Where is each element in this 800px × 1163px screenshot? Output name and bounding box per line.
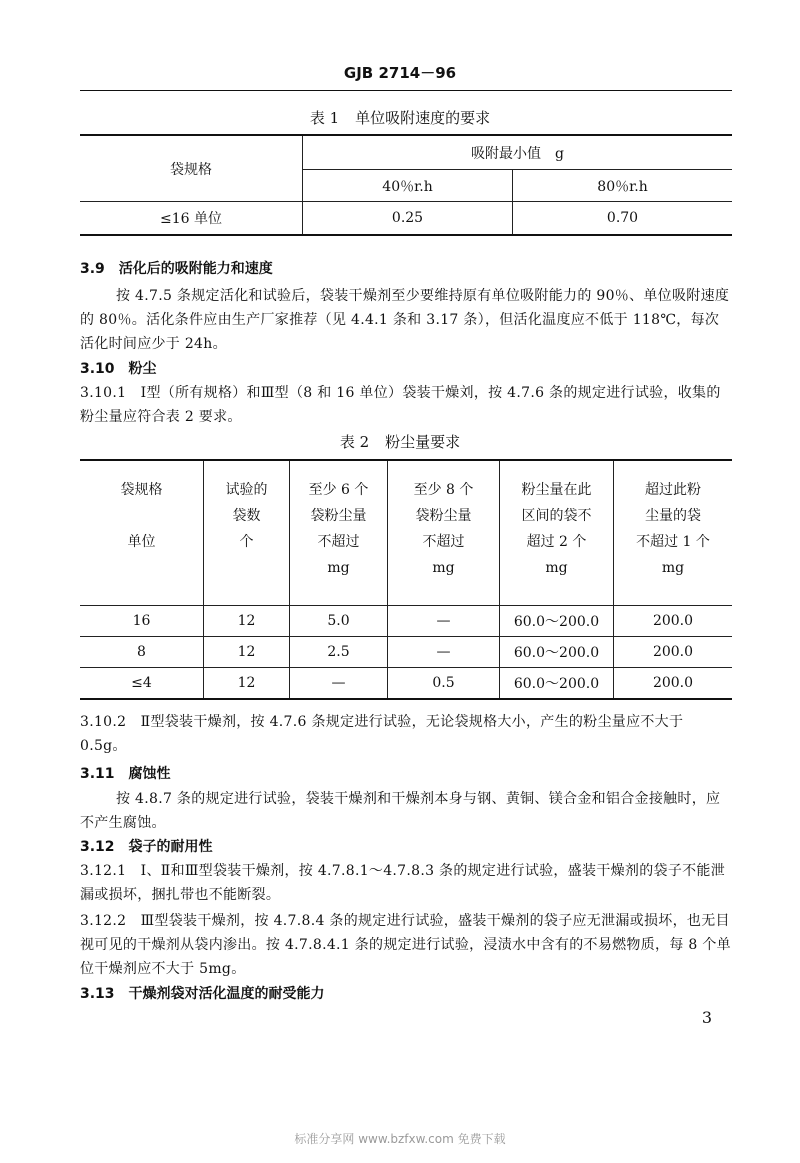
table1-header-bag: 袋规格 bbox=[80, 135, 303, 202]
table2-header-line: 试验的 bbox=[225, 482, 268, 498]
table2-header-six-bags bbox=[290, 460, 388, 606]
section-3-13-heading: 3.13 干燥剂袋对活化温度的耐受能力 bbox=[80, 986, 325, 1002]
table2-dust-requirements bbox=[80, 459, 732, 700]
table2-cell: — bbox=[388, 606, 500, 637]
table2-cell: — bbox=[290, 668, 388, 700]
table2-caption bbox=[0, 431, 800, 452]
table2-header-line: 超过 2 个 bbox=[526, 534, 587, 550]
table2-cell: ≤4 bbox=[80, 668, 204, 700]
section-3-9-text: 按 4.7.5 条规定活化和试验后，袋装干燥剂至少要维持原有单位吸附能力的 90％、单位吸附速度的 80％。活化条件应由生产厂家推荐（见 4.4.1 条和 3.17 条），但活化温度应不低于 118℃，每次活化时间应少于 24h。 bbox=[80, 288, 730, 352]
table2-header-unit: mg bbox=[545, 560, 568, 576]
section-3-11-text: 按 4.8.7 条的规定进行试验，袋装干燥剂和干燥剂本身与钢、黄铜、镁合金和铝合金接触时，应不产生腐蚀。 bbox=[80, 791, 721, 831]
table1-cell-bag: ≤16 单位 bbox=[80, 202, 303, 236]
table2-header-line: 袋规格 bbox=[120, 482, 163, 498]
section-3-9-heading: 3.9 活化后的吸附能力和速度 bbox=[80, 261, 273, 277]
table2-header-bag bbox=[80, 460, 204, 606]
table1-caption-title: 单位吸附速度的要求 bbox=[355, 109, 491, 127]
table2-header-line: 不超过 bbox=[317, 534, 360, 550]
section-3-12-heading: 3.12 袋子的耐用性 bbox=[80, 839, 213, 855]
section-3-12-2-text: 3.12.2 Ⅲ型袋装干燥剂，按 4.7.8.4 条的规定进行试验，盛装干燥剂的袋子应无泄漏或损坏，也无目视可见的干燥剂从袋内渗出。按 4.7.8.4.1 条的规定进行试验，浸渍水中含有的不易燃物质，每 8 个单位干燥剂应不大于 5mg。 bbox=[80, 913, 731, 977]
table2-header-range bbox=[500, 460, 614, 606]
table-row bbox=[80, 606, 732, 637]
table-row bbox=[80, 637, 732, 668]
header-rule bbox=[80, 90, 732, 91]
section-3-11-heading: 3.11 腐蚀性 bbox=[80, 766, 171, 782]
table1-caption bbox=[0, 107, 800, 128]
section-3-10-2-text: 3.10.2 Ⅱ型袋装干燥剂，按 4.7.6 条规定进行试验，无论袋规格大小，产生的粉尘量应不大于 0.5g。 bbox=[80, 714, 684, 754]
table2-cell: 200.0 bbox=[614, 637, 733, 668]
table2-cell: 200.0 bbox=[614, 668, 733, 700]
table2-header-unit: 个 bbox=[239, 534, 254, 550]
table2-header-line: 至少 8 个 bbox=[413, 482, 474, 498]
table1-cell-rh80: 0.70 bbox=[513, 202, 733, 236]
table2-cell: 12 bbox=[204, 606, 290, 637]
table2-header-count bbox=[204, 460, 290, 606]
table2-header-line: 至少 6 个 bbox=[308, 482, 369, 498]
table2-cell: 5.0 bbox=[290, 606, 388, 637]
table2-cell: 60.0～200.0 bbox=[500, 606, 614, 637]
table2-header-eight-bags bbox=[388, 460, 500, 606]
table2-header-line: 袋粉尘量 bbox=[310, 508, 367, 524]
section-3-10-1-text: 3.10.1 Ⅰ型（所有规格）和Ⅲ型（8 和 16 单位）袋装干燥刘，按 4.7.6 条的规定进行试验，收集的粉尘量应符合表 2 要求。 bbox=[80, 385, 721, 425]
table2-header-unit: mg bbox=[661, 560, 685, 576]
table2-header-line: 区间的袋不 bbox=[521, 508, 592, 524]
table2-caption-title: 粉尘量要求 bbox=[385, 433, 461, 451]
table2-cell: 12 bbox=[204, 637, 290, 668]
table2-header-unit: 单位 bbox=[127, 534, 156, 550]
table2-cell: 0.5 bbox=[388, 668, 500, 700]
section-3-10-heading: 3.10 粉尘 bbox=[80, 361, 157, 377]
table1-header-rh40: 40％r.h bbox=[303, 170, 513, 202]
section-3-12-1-text: 3.12.1 Ⅰ、Ⅱ和Ⅲ型袋装干燥剂，按 4.7.8.1～4.7.8.3 条的规定进行试验，盛装干燥剂的袋子不能泄漏或损坏，捆扎带也不能断裂。 bbox=[80, 863, 726, 903]
table2-header-line: 尘量的袋 bbox=[645, 508, 701, 524]
table-row bbox=[80, 202, 732, 236]
table2-cell: 12 bbox=[204, 668, 290, 700]
table2-cell: 60.0～200.0 bbox=[500, 637, 614, 668]
table2-cell: 8 bbox=[80, 637, 204, 668]
table2-header-line: 袋粉尘量 bbox=[415, 508, 472, 524]
table2-cell: 60.0～200.0 bbox=[500, 668, 614, 700]
table2-header-line: 不超过 1 个 bbox=[636, 534, 710, 550]
table1-header-min: 吸附最小值 g bbox=[303, 135, 733, 170]
table2-caption-number: 表 2 bbox=[339, 433, 370, 451]
table2-header-line: 不超过 bbox=[422, 534, 465, 550]
watermark: 标准分享网 www.bzfxw.com 免费下载 bbox=[294, 1132, 506, 1146]
table2-cell: — bbox=[388, 637, 500, 668]
table1-header-rh80: 80％r.h bbox=[513, 170, 733, 202]
page-number: 3 bbox=[701, 1008, 712, 1027]
document-header: GJB 2714－96 bbox=[343, 64, 457, 82]
table1-adsorption-rate bbox=[80, 134, 732, 236]
table2-cell: 200.0 bbox=[614, 606, 733, 637]
table2-header-line: 超过此粉 bbox=[645, 482, 701, 498]
table2-header-line: 粉尘量在此 bbox=[521, 482, 592, 498]
table2-header-line: 袋数 bbox=[232, 508, 261, 524]
table2-header-unit: mg bbox=[327, 560, 350, 576]
table1-cell-rh40: 0.25 bbox=[303, 202, 513, 236]
table1-caption-number: 表 1 bbox=[309, 109, 340, 127]
table2-header-exceed bbox=[614, 460, 733, 606]
table2-header-unit: mg bbox=[432, 560, 455, 576]
table2-cell: 2.5 bbox=[290, 637, 388, 668]
table2-cell: 16 bbox=[80, 606, 204, 637]
table-row bbox=[80, 668, 732, 700]
